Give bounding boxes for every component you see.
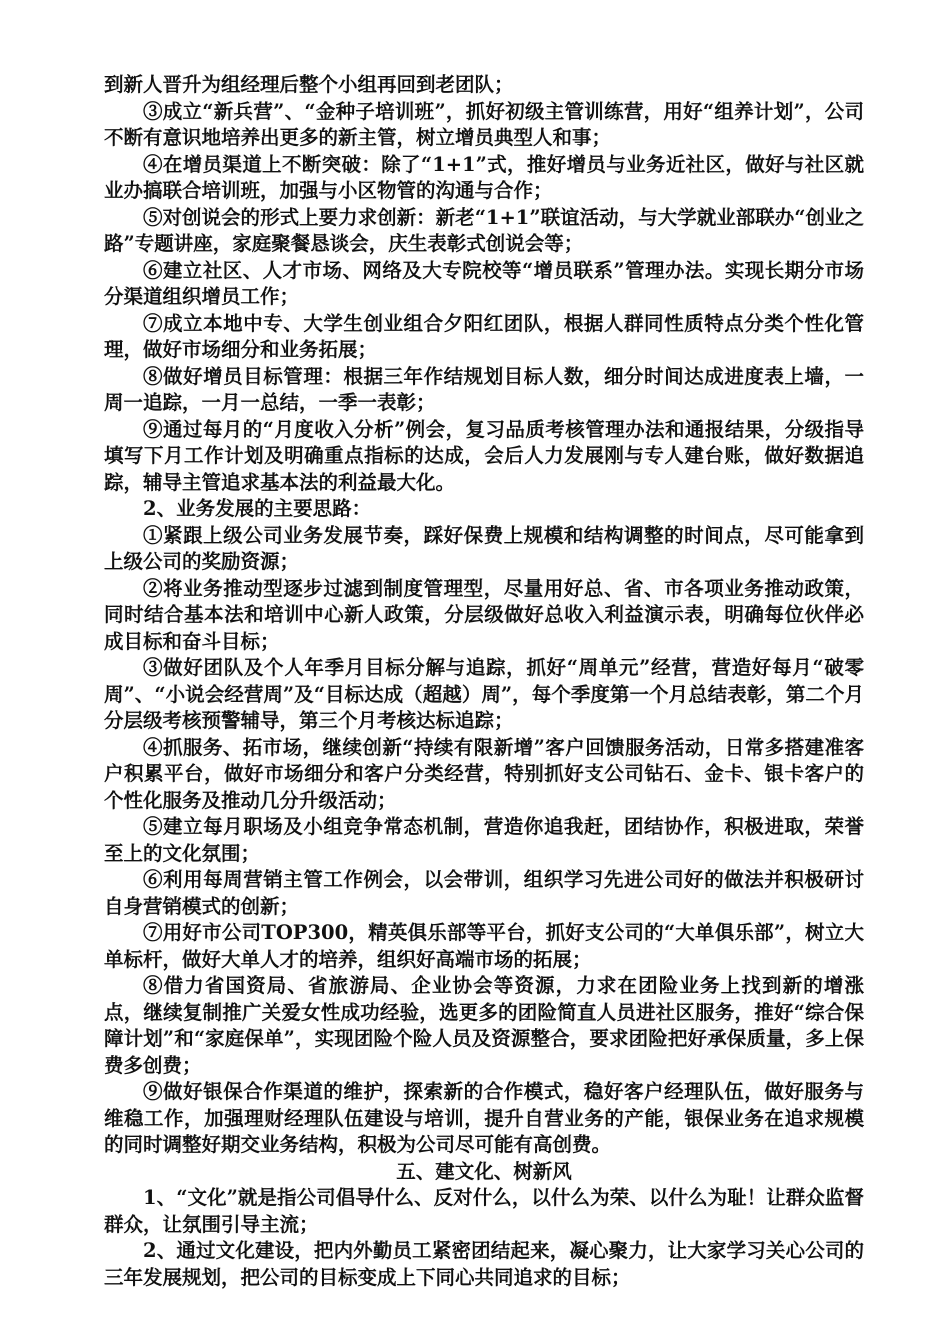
paragraph-20: 1、“文化”就是指公司倡导什么、反对什么，以什么为荣、以什么为耻！让群众监督群众，让氛围引导主流；: [104, 1186, 864, 1236]
paragraph-18: ⑨做好银保合作渠道的维护，探索新的合作模式，稳好客户经理队伍，做好服务与维稳工作，加强理财经理队伍建设与培训，提升自营业务的产能，银保业务在追求规模的同时调整好期交业务结构，积极为公司尽可能有高创费。: [104, 1080, 864, 1156]
paragraph-10: ①紧跟上级公司业务发展节奏，踩好保费上规模和结构调整的时间点，尽可能拿到上级公司的奖励资源；: [104, 523, 864, 573]
paragraph-11: ②将业务推动型逐步过滤到制度管理型，尽量用好总、省、市各项业务推动政策，同时结合基本法和培训中心新人政策，分层级做好总收入利益演示表，明确每位伙伴必成目标和奋斗目标；: [104, 576, 864, 653]
section-subheading: 2、业务发展的主要思路：: [143, 497, 372, 520]
paragraph-8: ⑨通过每月的“月度收入分析”例会，复习品质考核管理办法和通报结果，分级指导填写下月工作计划及明确重点指标的达成，会后人力发展刚与专人建台账，做好数据追踪，辅导主管追求基本法的利益最大化。: [104, 417, 864, 494]
paragraph-1: 到新人晋升为组经理后整个小组再回到老团队；: [104, 73, 514, 96]
paragraph-14: ⑤建立每月职场及小组竞争常态机制，营造你追我赶，团结协作，积极进取，荣誉至上的文化氛围；: [104, 815, 864, 865]
paragraph-7: ⑧做好增员目标管理：根据三年作结规划目标人数，细分时间达成进度表上墙，一周一追踪，一月一总结，一季一表彰；: [104, 364, 864, 414]
paragraph-5: ⑥建立社区、人才市场、网络及大专院校等“增员联系”管理办法。实现长期分市场分渠道组织增员工作；: [104, 258, 864, 308]
paragraph-6: ⑦成立本地中专、大学生创业组合夕阳红团队，根据人群同性质特点分类个性化管理，做好市场细分和业务拓展；: [104, 311, 864, 361]
paragraph-15: ⑥利用每周营销主管工作例会，以会带训，组织学习先进公司好的做法并积极研讨自身营销模式的创新；: [104, 868, 864, 918]
paragraph-12: ③做好团队及个人年季月目标分解与追踪，抓好“周单元”经营，营造好每月“破零周”、“小说会经营周”及“目标达成（超越）周”，每个季度第一个月总结表彰，第二个月分层级考核预警辅导，第三个月考核达标追踪；: [104, 656, 864, 732]
document-body: [104, 72, 864, 1291]
paragraph-17: ⑧借力省国资局、省旅游局、企业协会等资源，力求在团险业务上找到新的增涨点，继续复制推广关爱女性成功经验，选更多的团险简直人员进社区服务，推好“综合保障计划”和“家庭保单”，实现团险个险人员及资源整合，要求团险把好承保质量，多上保费多创费；: [104, 974, 864, 1077]
paragraph-13: ④抓服务、拓市场，继续创新“持续有限新增”客户回馈服务活动，日常多搭建准客户积累平台，做好市场细分和客户分类经营，特别抓好支公司钻石、金卡、银卡客户的个性化服务及推动几分升级活动；: [104, 735, 864, 812]
section-heading: 五、建文化、树新风: [396, 1159, 572, 1183]
paragraph-16: ⑦用好市公司TOP300，精英俱乐部等平台，抓好支公司的“大单俱乐部”，树立大单标杆，做好大单人才的培养，组织好高端市场的拓展；: [104, 921, 864, 971]
paragraph-4: ⑤对创说会的形式上要力求创新：新老“1+1”联谊活动，与大学就业部联办“创业之路”专题讲座，家庭聚餐恳谈会，庆生表彰式创说会等；: [104, 205, 864, 255]
paragraph-21: 2、通过文化建设，把内外勤员工紧密团结起来，凝心聚力，让大家学习关心公司的三年发展规划，把公司的目标变成上下同心共同追求的目标；: [104, 1239, 864, 1289]
paragraph-3: ④在增员渠道上不断突破：除了“1+1”式，推好增员与业务近社区，做好与社区就业办搞联合培训班，加强与小区物管的沟通与合作；: [104, 152, 864, 202]
paragraph-2: ③成立“新兵营”、“金种子培训班”，抓好初级主管训练营，用好“组养计划”，公司不断有意识地培养出更多的新主管，树立增员典型人和事；: [104, 99, 864, 149]
